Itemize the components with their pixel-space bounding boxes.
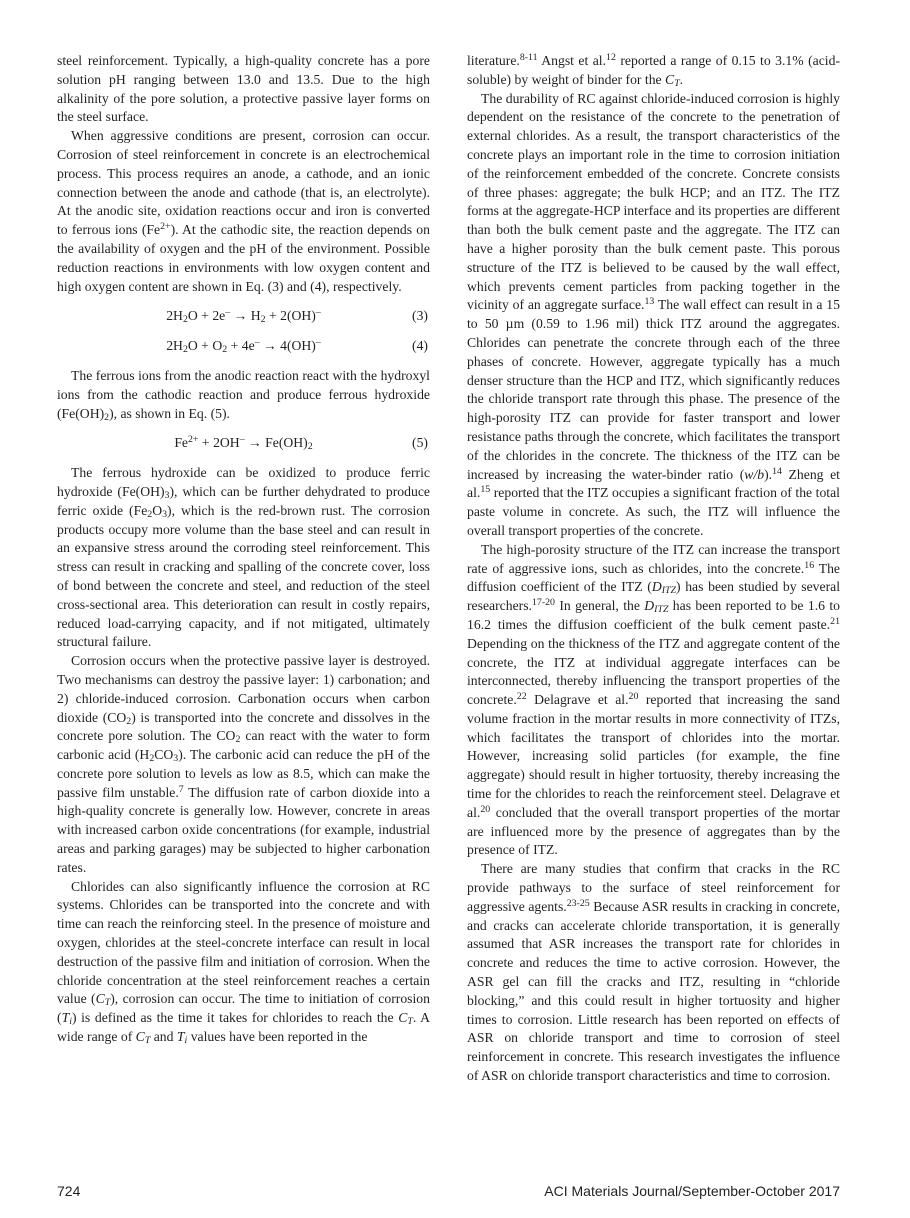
equation-5-expression: $Fe^{2+} + 2OH^- \to Fe(OH)_2$	[174, 434, 313, 453]
equation-4-number: (4)	[412, 338, 428, 354]
page-number: 724	[57, 1183, 81, 1199]
paragraph-steel-reinforcement: steel reinforcement. Typically, a high-quality concrete has a pore solution pH ranging between 13.0 and 13.5. Due to the high alkalinity of the pore solution, a protective passive layer forms on the steel surface.	[57, 53, 430, 125]
equation-3-expression: $2H_2O + 2e^- \to H_2 + 2(OH)^-$	[166, 307, 321, 326]
citation-ref: 15	[480, 484, 491, 496]
right-column	[467, 52, 840, 1086]
citation-ref: 23-25	[566, 897, 590, 909]
equation-5	[57, 434, 430, 453]
citation-ref: 14	[772, 465, 782, 477]
citation-ref: 17-20	[531, 597, 555, 609]
citation-ref: 12	[606, 52, 616, 64]
journal-footer: ACI Materials Journal/September-October 2017	[544, 1183, 840, 1199]
paragraph-ferrous-ions: The ferrous ions from the anodic reaction react with the hydroxyl ions from the cathodic reaction and produce ferrous hydroxide $(Fe(OH)_2)$, as shown in Eq. (5).	[57, 367, 430, 423]
equation-3	[57, 307, 430, 326]
citation-ref: 21	[830, 615, 840, 627]
paragraph-cracks-asr: There are many studies that confirm that cracks in the RC provide pathways to the surface of steel reinforcement for aggressive agents.$^{23-25}$ Because ASR results in cracking in concrete, and cracks can accelerate chloride transportation, it is generally assumed that ASR increases the transport rate for chlorides in concrete and reduces the time to active corrosion. However, the ASR gel can fill the cracks and ITZ, resulting in “chloride blocking,” and this could result in higher tortuosity and higher times to corrosion. Little research has been reported on effects of ASR on chloride transport and time to corrosion of steel reinforcement in concrete. This research investigates the influence of ASR on chloride transport characteristics and time to corrosion.	[467, 861, 840, 1084]
paragraph-itz-diffusion: The high-porosity structure of the ITZ can increase the transport rate of aggressive ions, such as chlorides, into the concrete.$^{16}$ The diffusion coefficient of the ITZ $(D_{ITZ})$ has been studied by several researchers.$^{17-20}$ In general, the $D_{ITZ}$ has been reported to be 1.6 to 16.2 times the diffusion coefficient of the bulk cement paste.$^{21}$ Depending on the thickness of the ITZ and aggregate content of the concrete, the ITZ at individual aggregate interfaces can be interconnected, thereby influencing the transport properties of the concrete.$^{22}$ Delagrave et al.$^{20}$ reported that increasing the sand volume fraction in the mortar results in more connectivity of ITZs, which facilitates the transport of chlorides into the mortar. However, increasing solid particles (for example, the fine aggregate) should result in higher tortuosity, thereby increasing the time for the chlorides to reach the reinforcement steel. Delagrave et al.$^{20}$ concluded that the overall transport properties of the mortar are influenced more by the presence of aggregates than by the presence of ITZ.	[467, 541, 841, 858]
citation-ref: 8-11	[519, 52, 538, 64]
paragraph-ferrous-hydroxide: The ferrous hydroxide can be oxidized to produce ferric hydroxide $(Fe(OH)_3)$, which can be further dehydrated to produce ferric oxide $(Fe_2O_3)$, which is the red-brown rust. The corrosion products occupy more volume than the base steel and can result in an expansive stress around the corroding steel reinforcement. This stress can result in cracking and spalling of the concrete cover, loss of bond between the concrete and steel, and reduction of the steel cross-sectional area. This deterioration can result in costly repairs, reduced load-carrying capacity, and if not mitigated, ultimately structural failure.	[57, 465, 430, 650]
equation-3-number: (3)	[412, 308, 428, 324]
citation-ref: 20	[480, 803, 491, 815]
citation-ref: 22	[516, 691, 527, 703]
citation-ref: 16	[804, 559, 815, 571]
paragraph-durability-itz: The durability of RC against chloride-induced corrosion is highly dependent on the resistance of the concrete to the penetration of external chlorides. As a result, the transport characteristics of the concrete plays an important role in the time to corrosion initiation of the reinforcement embedded of the concrete. Concrete consists of three phases: aggregate; the bulk HCP; and an ITZ. The ITZ forms at the aggregate-HCP interface and its properties are different than both the bulk cement paste and the aggregate. The ITZ can have a higher porosity than the bulk cement paste. This porous structure of the ITZ is believed to be caused by the wall effect, which prevents cement particles from packing together in the vicinity of an aggregate surface.$^{13}$ The wall effect can result in a 15 to 50 µm (0.59 to 1.96 mil) thick ITZ around the aggregates. Chlorides can penetrate the concrete through each of the three phases of concrete. However, aggregate typically has a much denser structure than the HCP and ITZ, which significantly reduces the chloride transport rate through this phase. The presence of the high-porosity ITZ can provide for faster transport and lower resistance paths through the concrete, which facilitates the transport of the chlorides in the concrete. The thickness of the ITZ can be increased by increasing the water-binder ratio (w/b).$^{14}$ Zheng et al.$^{15}$ reported that the ITZ occupies a significant fraction of the total paste volume in concrete. As such, the ITZ will influence the overall transport properties of the concrete.	[467, 90, 840, 538]
equation-4-expression: $2H_2O + O_2 + 4e^- \to 4(OH)^-$	[166, 337, 321, 356]
citation-ref: 20	[628, 691, 639, 703]
paragraph-chlorides: Chlorides can also significantly influence the corrosion at RC systems. Chlorides can be transported into the concrete and with time can reach the reinforcing steel. In the presence of moisture and oxygen, chlorides at the steel-concrete interface can result in local destruction of the passive film and initiation of corrosion. When the chloride concentration at the steel reinforcement reaches a certain value $(C_T)$, corrosion can occur. The time to initiation of corrosion $(T_i)$ is defined as the time it takes for chlorides to reach the $C_T$. A wide range of $C_T$ and $T_i$ values have been reported in the	[57, 878, 430, 1047]
citation-ref: 7	[178, 783, 184, 795]
citation-ref: 13	[644, 296, 655, 308]
paragraph-carbonation: Corrosion occurs when the protective passive layer is destroyed. Two mechanisms can destroy the passive layer: 1) carbonation; and 2) chloride-induced corrosion. Carbonation occurs when carbon dioxide $(CO_2)$ is transported into the concrete and dissolves in the concrete pore solution. The $CO_2$ can react with the water to form carbonic acid $(H_2CO_3)$. The carbonic acid can reduce the pH of the concrete pore solution to levels as low as 8.5, which can make the passive film unstable.$^7$ The diffusion rate of carbon dioxide into a high-quality concrete is generally low. However, concrete in areas with increased carbon oxide concentrations (for example, industrial areas and parking garages) may be subjected to higher carbonation rates.	[57, 653, 431, 875]
equation-5-number: (5)	[412, 435, 428, 451]
paragraph-corrosion-process: When aggressive conditions are present, corrosion can occur. Corrosion of steel reinforcement in concrete is an electrochemical process. This process requires an anode, a cathode, and an ionic connection between the anode and cathode (that is, an electrolyte). At the anodic site, oxidation reactions occur and iron is converted to ferrous ions $(Fe^{2+})$. At the cathodic site, the reaction depends on the availability of oxygen and the pH of the environment. Possible reduction reactions in environments with low oxygen content and high oxygen content are shown in Eq. (3) and (4), respectively.	[57, 128, 430, 294]
equation-4	[57, 337, 430, 356]
paragraph-literature: literature.$^{8-11}$ Angst et al.$^{12}$ reported a range of 0.15 to 3.1% (acid-soluble) by weight of binder for the $C_T$.	[467, 52, 841, 89]
left-column	[57, 52, 430, 1047]
